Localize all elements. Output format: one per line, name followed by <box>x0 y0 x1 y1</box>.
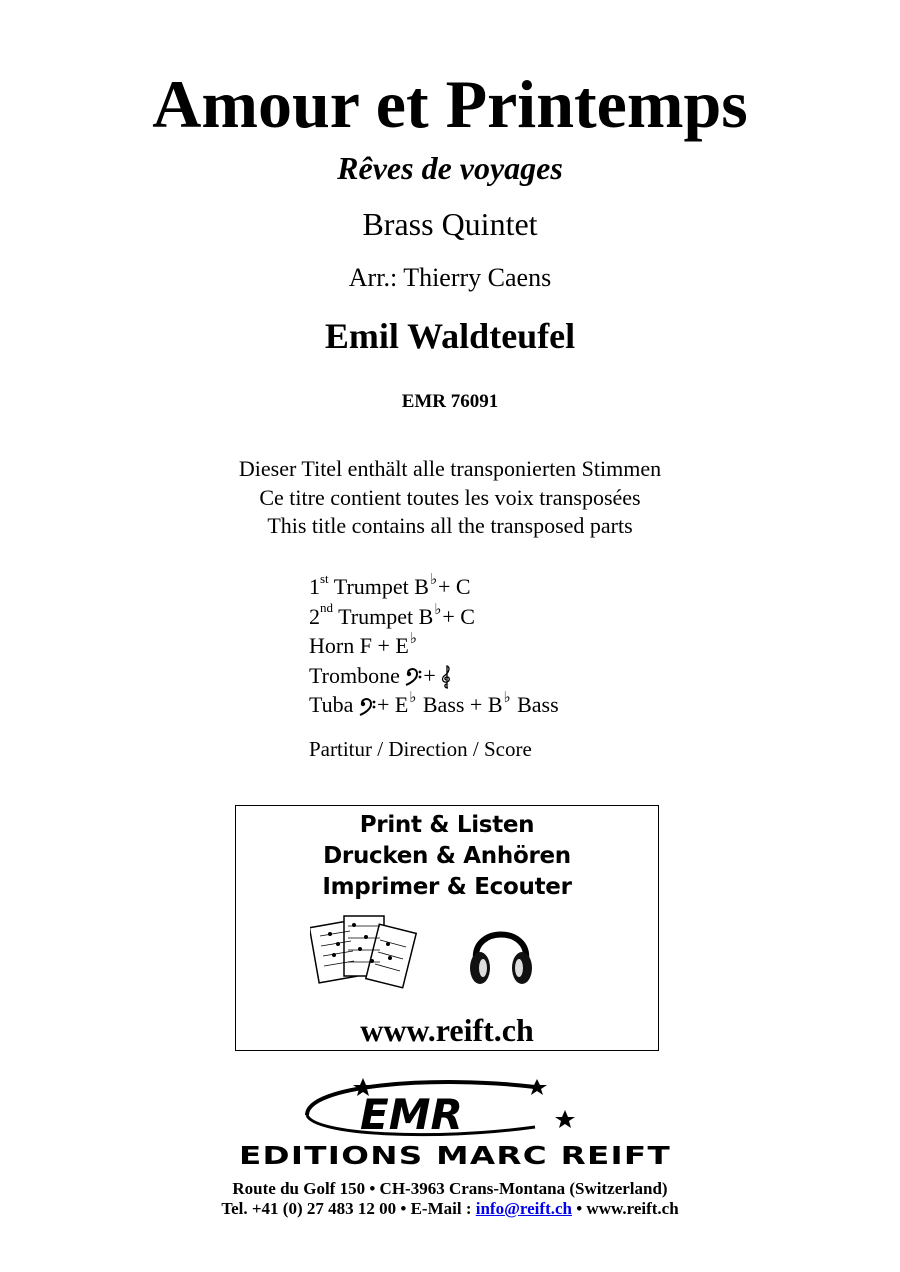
part-keys: + C <box>442 603 475 629</box>
publisher-address: Route du Golf 150 • CH-3963 Crans-Montana (Switzerland) <box>232 1179 668 1198</box>
flat-icon: ♭ <box>409 690 417 706</box>
logo-mark: EMR <box>360 1090 463 1139</box>
sheet-music-icon <box>310 914 420 994</box>
flat-icon: ♭ <box>429 572 438 588</box>
ordinal-suffix: nd <box>320 600 333 616</box>
part-trumpet-2 <box>309 602 559 632</box>
notice-french: Ce titre contient toutes les voix transposées <box>259 484 641 510</box>
plus-sign: + <box>423 662 436 688</box>
promo-url[interactable]: www.reift.ch <box>360 1012 534 1048</box>
part-name: Trumpet B <box>338 603 434 629</box>
flat-icon: ♭ <box>503 690 511 706</box>
part-tuba <box>309 690 559 720</box>
part-name: Horn F + E <box>309 633 409 658</box>
flat-icon: ♭ <box>409 631 417 647</box>
part-trombone <box>309 661 559 691</box>
website-link[interactable]: • www.reift.ch <box>576 1199 679 1218</box>
email-link[interactable]: info@reift.ch <box>475 1199 572 1218</box>
publisher-contact <box>0 1198 900 1220</box>
part-horn <box>309 631 559 661</box>
part-number: 2 <box>309 603 320 629</box>
score-line: Partitur / Direction / Score <box>309 737 532 761</box>
ensemble-label: Brass Quintet <box>362 206 538 242</box>
part-name: Trombone <box>309 662 400 688</box>
transposed-parts-notice <box>0 455 900 541</box>
notice-german: Dieser Titel enthält alle transponierten Stimmen <box>238 456 662 481</box>
part-number: 1 <box>309 574 320 599</box>
parts-list <box>309 572 559 720</box>
ordinal-suffix: st <box>320 570 329 586</box>
part-keys: Bass <box>517 692 559 717</box>
promo-line-german: Drucken & Anhören <box>323 843 571 869</box>
headphones-icon <box>466 916 536 988</box>
score-title: Amour et Printemps <box>152 66 748 142</box>
part-name: Trumpet B <box>333 574 429 599</box>
composer-name: Emil Waldteufel <box>324 316 576 356</box>
score-subtitle: Rêves de voyages <box>337 150 563 186</box>
arranger-credit: Arr.: Thierry Caens <box>348 263 552 292</box>
treble-clef-icon <box>441 664 453 690</box>
promo-line-french: Imprimer & Ecouter <box>322 874 572 900</box>
part-keys: + C <box>438 574 471 599</box>
bass-clef-icon <box>405 667 423 687</box>
print-listen-box[interactable] <box>235 805 659 1051</box>
bass-clef-icon <box>359 697 377 717</box>
promo-line-english: Print & Listen <box>359 812 535 838</box>
part-keys: + E <box>376 692 409 717</box>
part-name: Tuba <box>309 692 354 717</box>
part-keys: Bass + B <box>422 692 503 717</box>
flat-icon: ♭ <box>434 601 442 618</box>
part-trumpet-1 <box>309 572 559 602</box>
logo-name: EDITIONS MARC REIFT <box>239 1141 671 1167</box>
emr-logo <box>235 1075 675 1167</box>
catalog-number: EMR 76091 <box>401 391 499 412</box>
notice-english: This title contains all the transposed parts <box>267 513 633 538</box>
contact-phone: Tel. +41 (0) 27 483 12 00 • E-Mail : <box>221 1199 472 1218</box>
